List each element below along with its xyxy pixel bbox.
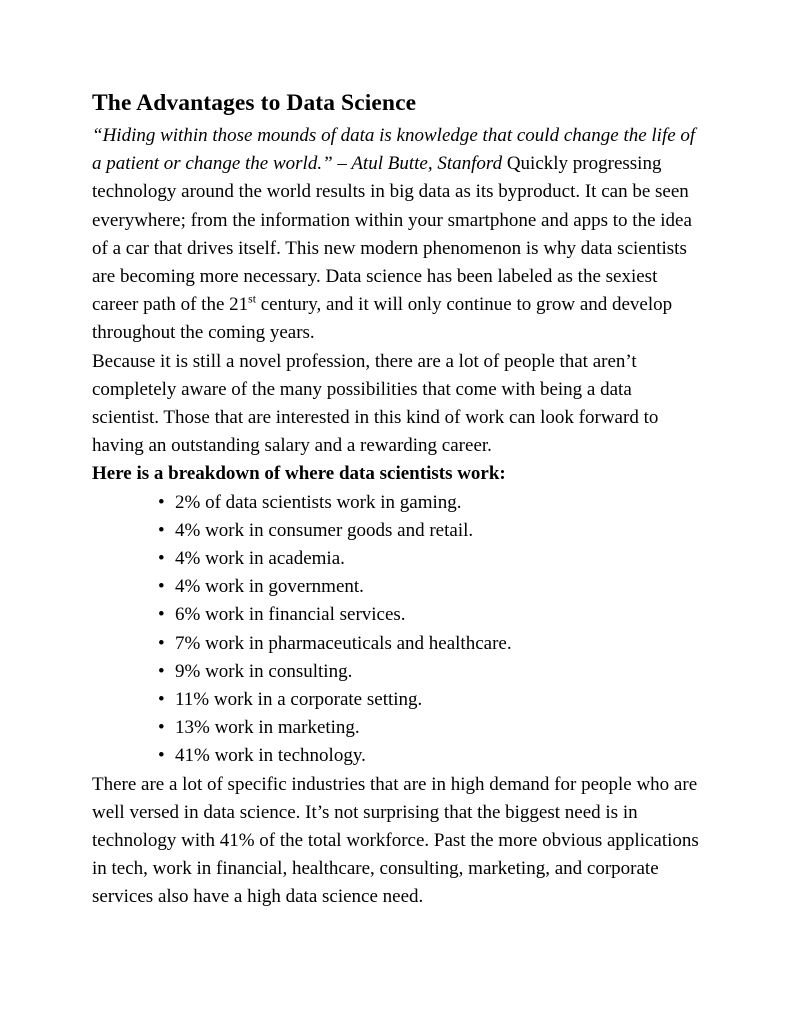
list-item-label: 4% work in consumer goods and retail. — [175, 519, 474, 541]
bullet-icon: • — [158, 604, 165, 626]
bullet-icon: • — [158, 689, 165, 711]
page-title: The Advantages to Data Science — [92, 90, 417, 116]
list-item-label: 2% of data scientists work in gaming. — [175, 491, 462, 513]
ordinal-suffix: st — [248, 292, 256, 306]
bullet-icon: • — [158, 548, 165, 570]
list-item-label: 11% work in a corporate setting. — [175, 689, 423, 711]
bullet-icon: • — [158, 660, 165, 682]
list-item — [92, 545, 700, 573]
bullet-icon: • — [158, 745, 165, 767]
list-item-label: 4% work in government. — [175, 576, 364, 598]
list-item-label: 6% work in financial services. — [175, 604, 406, 626]
list-item — [92, 573, 700, 601]
list-item — [92, 658, 700, 686]
intro-continuation-end-text: century, and it will only continue to grow and develop throughout the coming years. — [92, 294, 673, 344]
bullet-icon: • — [158, 491, 165, 513]
bullet-icon: • — [158, 632, 165, 654]
closing-paragraph: There are a lot of specific industries that are in high demand for people who are well versed in data science. It’s not surprising that the biggest need is in technology with 41% of the total workforce. Past the more obvious applications in tech, work in financial, healthcare, consulting, marketing, and corporate services also have a high data science need. — [92, 773, 699, 908]
breakdown-list — [92, 489, 700, 771]
list-item-label: 7% work in pharmaceuticals and healthcare. — [175, 632, 512, 654]
list-item — [92, 686, 700, 714]
second-paragraph: Because it is still a novel profession, there are a lot of people that aren’t completely aware of the many possibilities that come with being a data scientist. Those that are interested in this kind of work can look forward to having an outstanding salary and a rewarding career. — [92, 350, 659, 457]
pull-quote-text: “Hiding within those mounds of data is knowledge that could change the life of a patient or change the world.” — [92, 125, 696, 175]
list-item — [92, 489, 700, 517]
intro-paragraph — [92, 122, 700, 348]
list-item-label: 41% work in technology. — [175, 745, 366, 767]
list-item-label: 13% work in marketing. — [175, 717, 360, 739]
list-item — [92, 630, 700, 658]
bullet-icon: • — [158, 519, 165, 541]
list-item — [92, 517, 700, 545]
list-item-label: 9% work in consulting. — [175, 660, 353, 682]
quote-attribution: – Atul Butte, Stanford — [332, 153, 503, 175]
intro-continuation-text: Quickly progressing technology around the world results in big data as its byproduct. It can be seen everywhere; from the information within your smartphone and apps to the idea of a car that drives itself. This new modern phenomenon is why data scientists are becoming more necessary. Data science has been labeled as the sexiest career path of the 21 — [92, 153, 692, 316]
bullet-icon: • — [158, 717, 165, 739]
list-item — [92, 601, 700, 629]
list-item — [92, 714, 700, 742]
list-item — [92, 742, 700, 770]
bullet-icon: • — [158, 576, 165, 598]
list-heading: Here is a breakdown of where data scientists work: — [92, 463, 506, 485]
list-item-label: 4% work in academia. — [175, 548, 345, 570]
